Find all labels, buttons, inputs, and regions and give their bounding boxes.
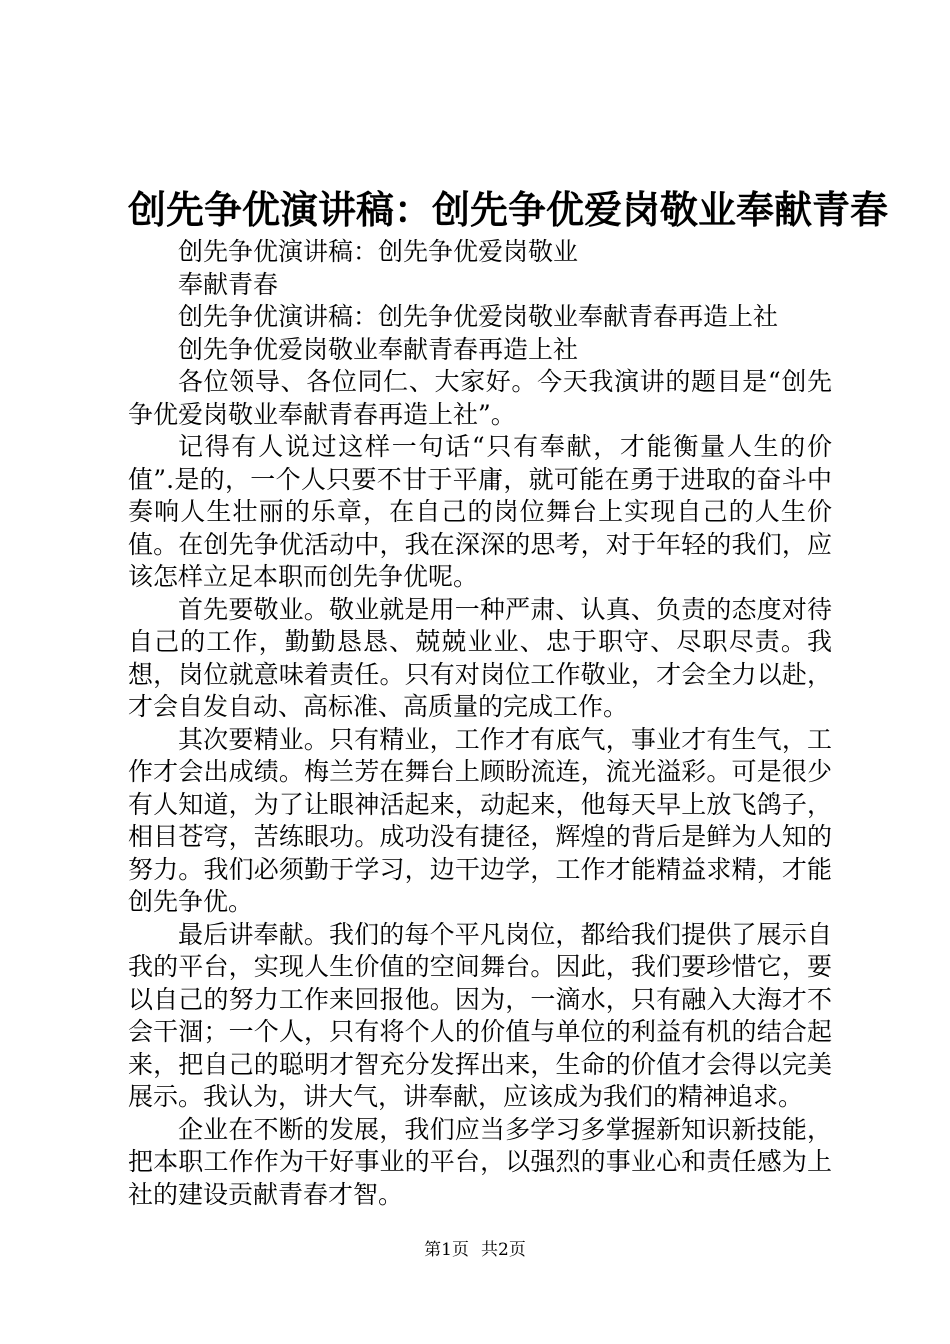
paragraph: 企业在不断的发展，我们应当多学习多掌握新知识新技能，把本职工作作为干好事业的平台，以强烈的事业心和责任感为上社的建设贡献青春才智。 (128, 1114, 832, 1209)
paragraph: 其次要精业。只有精业，工作才有底气，事业才有生气，工作才会出成绩。梅兰芳在舞台上顾盼流连，流光溢彩。可是很少有人知道，为了让眼神活起来，动起来，他每天早上放飞鸽子，相目苍穹，苦练眼功。成功没有捷径，辉煌的背后是鲜为人知的努力。我们必须勤于学习，边干边学，工作才能精益求精，才能创先争优。 (128, 724, 832, 916)
page-footer (0, 1238, 950, 1262)
document-title: 创先争优演讲稿：创先争优爱岗敬业奉献青春 (128, 188, 889, 232)
paragraph: 记得有人说过这样一句话“只有奉献，才能衡量人生的价值”.是的，一个人只要不甘于平庸，就可能在勇于进取的奋斗中奏响人生壮丽的乐章，在自己的岗位舞台上实现自己的人生价值。在创先争优活动中，我在深深的思考，对于年轻的我们，应该怎样立足本职而创先争优呢。 (128, 432, 832, 591)
paragraph: 奉献青春 (178, 269, 279, 299)
paragraph: 创先争优爱岗敬业奉献青春再造上社 (178, 334, 579, 364)
paragraph: 首先要敬业。敬业就是用一种严肃、认真、负责的态度对待自己的工作，勤勤恳恳、兢兢业业、忠于职守、尽职尽责。我想，岗位就意味着责任。只有对岗位工作敬业，才会全力以赴，才会自发自动、高标准、高质量的完成工作。 (128, 594, 832, 721)
paragraph: 各位领导、各位同仁、大家好。今天我演讲的题目是“创先争优爱岗敬业奉献青春再造上社”。 (128, 367, 832, 429)
paragraph: 最后讲奉献。我们的每个平凡岗位，都给我们提供了展示自我的平台，实现人生价值的空间舞台。因此，我们要珍惜它，要以自己的努力工作来回报他。因为，一滴水，只有融入大海才不会干涸；一个人，只有将个人的价值与单位的利益有机的结合起来，把自己的聪明才智充分发挥出来，生命的价值才会得以完美展示。我认为，讲大气，讲奉献，应该成为我们的精神追求。 (128, 919, 832, 1111)
page-total: 共2页 (481, 1240, 526, 1260)
page-number: 第1页 (424, 1240, 469, 1260)
paragraph: 创先争优演讲稿：创先争优爱岗敬业奉献青春再造上社 (178, 302, 779, 331)
paragraph: 创先争优演讲稿：创先争优爱岗敬业 (178, 237, 579, 266)
document-body (128, 236, 832, 1211)
